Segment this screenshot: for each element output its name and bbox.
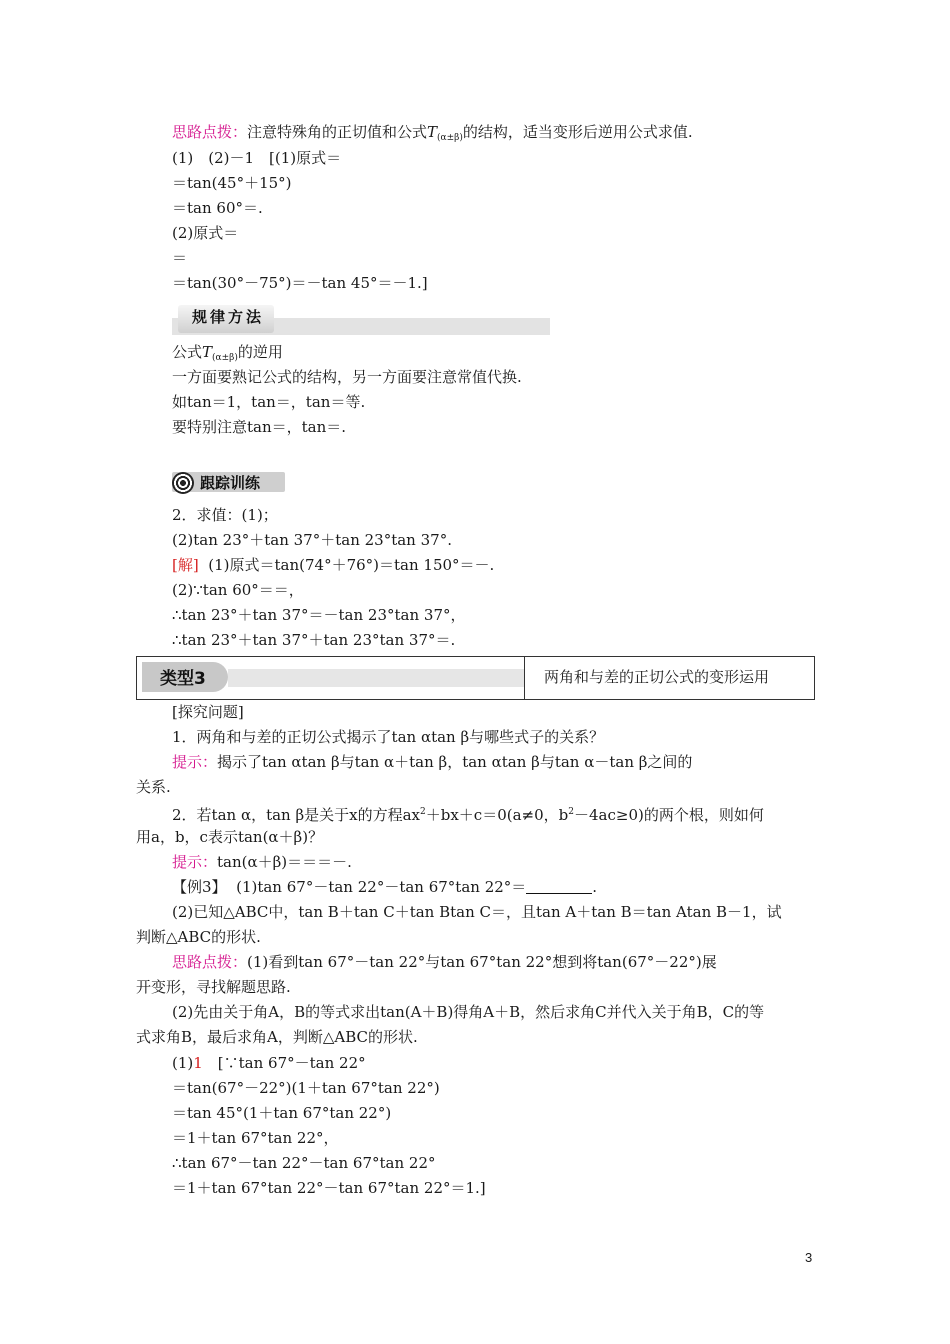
- hint-line-cont: 开变形，寻找解题思路.: [136, 978, 291, 996]
- answer-line: ＝: [172, 249, 188, 267]
- hint-label: 思路点拨：: [172, 953, 248, 971]
- explore-question: [172, 802, 764, 825]
- hint-line: [172, 122, 693, 148]
- hint-text-a: 注意特殊角的正切值和公式: [247, 123, 428, 141]
- method-formula-b: 的逆用: [237, 343, 283, 361]
- explore-answer-cont: 关系.: [136, 778, 171, 796]
- answer-line: ＝tan(67°－22°)(1＋tan 67°tan 22°): [172, 1079, 440, 1097]
- solution-line: [172, 555, 494, 575]
- answer-text: [∵tan 67°－tan 22°: [202, 1054, 366, 1072]
- section-bar: [228, 669, 524, 687]
- answer-line: ＝1＋tan 67°tan 22°，: [172, 1129, 339, 1147]
- example-line: (2)已知△ABC中，tan B＋tan C＋tan Btan C＝，且tan A＋tan B＝tan Atan B－1，试: [172, 903, 782, 921]
- formula-subscript: (α±β): [212, 353, 238, 363]
- method-title: 规律方法: [192, 308, 265, 326]
- superscript: 2: [568, 807, 574, 817]
- target-icon: [172, 472, 194, 494]
- solution-line: (2)∵tan 60°＝＝，: [172, 581, 304, 599]
- hint-line: (2)先由关于角A，B的等式求出tan(A＋B)得角A＋B，然后求角C并代入关于角B，C的等: [172, 1003, 765, 1021]
- solution-line: ∴tan 23°＋tan 37°＋tan 23°tan 37°＝.: [172, 631, 456, 649]
- answer-line: ＝tan(45°＋15°): [172, 174, 292, 192]
- page-number: 3: [805, 1250, 813, 1265]
- example-line: [172, 877, 597, 897]
- answer-line: ＝tan(30°－75°)＝－tan 45°＝－1.]: [172, 274, 428, 292]
- answer-line: (1) (2)－1 [(1)原式＝: [172, 149, 342, 167]
- explore-answer: [172, 852, 352, 872]
- answer-blank: [526, 879, 592, 894]
- formula-subscript: (α±β): [437, 133, 463, 143]
- answer-line: ＝tan 45°(1＋tan 67°tan 22°): [172, 1104, 392, 1122]
- method-heading: [172, 342, 283, 368]
- tracking-title: 跟踪训练: [200, 474, 261, 492]
- hint-text-b: 的结构，适当变形后逆用公式求值.: [462, 123, 693, 141]
- hint-label: 提示：: [172, 753, 218, 771]
- answer-line: (2)原式＝: [172, 224, 239, 242]
- superscript: 2: [420, 807, 426, 817]
- q2-part-c: －4ac≥0)的两个根，则如何: [574, 806, 764, 824]
- solution-label: [解]: [172, 556, 199, 574]
- answer-line: [172, 1053, 366, 1073]
- explore-answer-text: 揭示了tan αtan β与tan α＋tan β，tan αtan β与tan α－tan β之间的: [217, 753, 693, 771]
- method-line: 一方面要熟记公式的结构，另一方面要注意常值代换.: [172, 368, 522, 386]
- hint-label: 思路点拨：: [172, 123, 248, 141]
- answer-line: ＝1＋tan 67°tan 22°－tan 67°tan 22°＝1.]: [172, 1179, 486, 1197]
- hint-line: [172, 952, 717, 972]
- method-line: 如tan＝1，tan＝，tan＝等.: [172, 393, 366, 411]
- q2-part-b: ＋bx＋c＝0(a≠0，b: [425, 806, 569, 824]
- explore-header: [探究问题]: [172, 703, 244, 721]
- section-label: 类型3: [160, 669, 206, 689]
- answer-line: ∴tan 67°－tan 22°－tan 67°tan 22°: [172, 1154, 436, 1172]
- question-line: (2)tan 23°＋tan 37°＋tan 23°tan 37°.: [172, 531, 452, 549]
- answer-line: ＝tan 60°＝.: [172, 199, 263, 217]
- hint-label: 提示：: [172, 853, 218, 871]
- example-part1: (1)tan 67°－tan 22°－tan 67°tan 22°＝: [236, 878, 527, 896]
- example-label: 【例3】: [172, 878, 227, 896]
- solution-line: ∴tan 23°＋tan 37°＝－tan 23°tan 37°，: [172, 606, 466, 624]
- formula-symbol: T: [202, 343, 213, 361]
- section-divider: [524, 657, 525, 699]
- explore-answer: [172, 752, 692, 772]
- answer-value: 1: [193, 1054, 203, 1072]
- formula-symbol: T: [427, 123, 438, 141]
- method-formula-a: 公式: [172, 343, 203, 361]
- solution-text: (1)原式＝tan(74°＋76°)＝tan 150°＝－.: [208, 556, 495, 574]
- answer-prefix: (1): [172, 1054, 194, 1072]
- explore-question-cont: 用a，b，c表示tan(α＋β)？: [136, 828, 324, 846]
- question-line: 2．求值：(1)；: [172, 506, 278, 524]
- explore-question: 1．两角和与差的正切公式揭示了tan αtan β与哪些式子的关系？: [172, 728, 605, 746]
- hint-text: (1)看到tan 67°－tan 22°与tan 67°tan 22°想到将tan(67°－22°)展: [247, 953, 717, 971]
- example-part1-end: .: [592, 878, 598, 896]
- section-title: 两角和与差的正切公式的变形运用: [544, 668, 770, 686]
- explore-answer-text: tan(α＋β)＝＝＝－.: [217, 853, 352, 871]
- example-line-cont: 判断△ABC的形状.: [136, 928, 261, 946]
- q2-part-a: 2．若tan α，tan β是关于x的方程ax: [172, 806, 421, 824]
- hint-line-cont: 式求角B，最后求角A，判断△ABC的形状.: [136, 1028, 418, 1046]
- method-line: 要特别注意tan＝，tan＝.: [172, 418, 347, 436]
